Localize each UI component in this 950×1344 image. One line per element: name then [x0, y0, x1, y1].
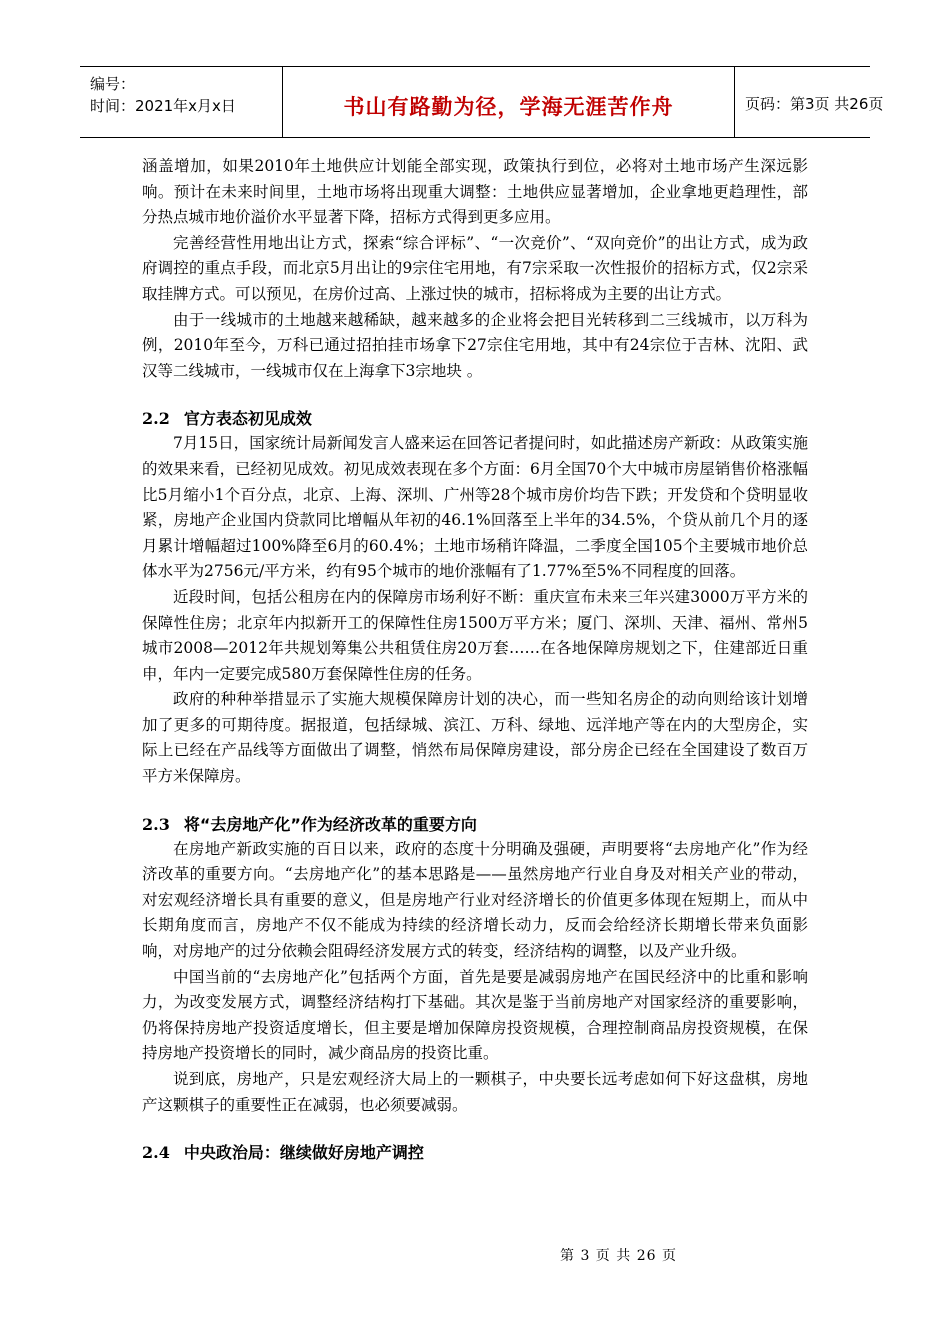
header-motto: 书山有路勤为径，学海无涯苦作舟	[343, 95, 674, 119]
section-title: 将“去房地产化”作为经济改革的重要方向	[183, 814, 477, 834]
paragraph: 政府的种种举措显示了实施大规模保障房计划的决心，而一些知名房企的动向则给该计划增加了更多的可期待度。据报道，包括绿城、滨江、万科、绿地、远洋地产等在内的大型房企，实际上已经在产品线等方面做出了调整，悄然布局保障房建设，部分房企已经在全国建设了数百万平方米保障房。	[142, 690, 808, 786]
section-number: 2.2	[142, 409, 170, 429]
section-number: 2.3	[142, 814, 170, 834]
document-date: 时间：2021年x月x日	[90, 97, 236, 115]
header-meta	[80, 67, 283, 137]
paragraph: 由于一线城市的土地越来越稀缺，越来越多的企业将会把目光转移到二三线城市，以万科为例，2010年至今，万科已通过招拍挂市场拿下27宗住宅用地，其中有24宗位于吉林、沈阳、武汉等二线城市，一线城市仅在上海拿下3宗地块 。	[142, 310, 808, 380]
header-page-cell	[735, 67, 884, 137]
page-header	[80, 66, 884, 138]
paragraph: 完善经营性用地出让方式，探索“综合评标”、“一次竞价”、“双向竞价”的出让方式，成为政府调控的重点手段，而北京5月出让的9宗住宅用地，有7宗采取一次性报价的招标方式，仅2宗采取挂牌方式。可以预见，在房价过高、上涨过快的城市，招标将成为主要的出让方式。	[142, 233, 808, 303]
paragraph: 近段时间，包括公租房在内的保障房市场利好不断：重庆宣布未来三年兴建3000万平方米的保障性住房；北京年内拟新开工的保障性住房1500万平方米；厦门、深圳、天津、福州、常州5城市2008—2012年共规划筹集公共租赁住房20万套……在各地保障房规划之下，住建部近日重申，年内一定要完成580万套保障性住房的任务。	[142, 587, 808, 683]
paragraph: 7月15日，国家统计局新闻发言人盛来运在回答记者提问时，如此描述房产新政：从政策实施的效果来看，已经初见成效。初见成效表现在多个方面：6月全国70个大中城市房屋销售价格涨幅比5月缩小1个百分点，北京、上海、深圳、广州等28个城市房价均告下跌；开发贷和个贷明显收紧，房地产企业国内贷款同比增幅从年初的46.1%回落至上半年的34.5%，个贷从前几个月的逐月累计增幅超过100%降至6月的60.4%；土地市场稍许降温，二季度全国105个主要城市地价总体水平为2756元/平方米，约有95个城市的地价涨幅有了1.77%至5%不同程度的回落。	[142, 434, 808, 581]
document-body	[142, 154, 808, 1165]
paragraph: 中国当前的“去房地产化”包括两个方面，首先是要是减弱房地产在国民经济中的比重和影响力，为改变发展方式，调整经济结构打下基础。其次是鉴于当前房地产对国家经济的重要影响，仍将保持房地产投资适度增长，但主要是增加保障房投资规模，合理控制商品房投资规模，在保持房地产投资增长的同时，减少商品房的投资比重。	[142, 967, 808, 1063]
section-heading-2-2	[142, 406, 808, 431]
section-title: 中央政治局：继续做好房地产调控	[183, 1143, 424, 1163]
paragraph: 涵盖增加，如果2010年土地供应计划能全部实现，政策执行到位，必将对土地市场产生深远影响。预计在未来时间里，土地市场将出现重大调整：土地供应显著增加，企业拿地更趋理性，部分热点城市地价溢价水平显著下降，招标方式得到更多应用。	[142, 157, 808, 227]
page-footer: 第 3 页 共 26 页	[560, 1248, 677, 1264]
section-heading-2-4	[142, 1140, 808, 1165]
header-motto-cell	[283, 67, 735, 137]
section-number: 2.4	[142, 1143, 170, 1163]
section-title: 官方表态初见成效	[183, 409, 312, 429]
header-page-info: 页码：第3页 共26页	[745, 95, 884, 113]
document-number-label: 编号：	[90, 75, 136, 93]
paragraph: 说到底，房地产，只是宏观经济大局上的一颗棋子，中央要长远考虑如何下好这盘棋，房地产这颗棋子的重要性正在减弱，也必须要减弱。	[142, 1070, 808, 1114]
section-heading-2-3	[142, 812, 808, 837]
paragraph: 在房地产新政实施的百日以来，政府的态度十分明确及强硬，声明要将“去房地产化”作为经济改革的重要方向。“去房地产化”的基本思路是——虽然房地产行业自身及对相关产业的带动，对宏观经济增长具有重要的意义，但是房地产行业对经济增长的价值更多体现在短期上，而从中长期角度而言，房地产不仅不能成为持续的经济增长动力，反而会给经济长期增长带来负面影响，对房地产的过分依赖会阻碍经济发展方式的转变，经济结构的调整，以及产业升级。	[142, 839, 808, 961]
